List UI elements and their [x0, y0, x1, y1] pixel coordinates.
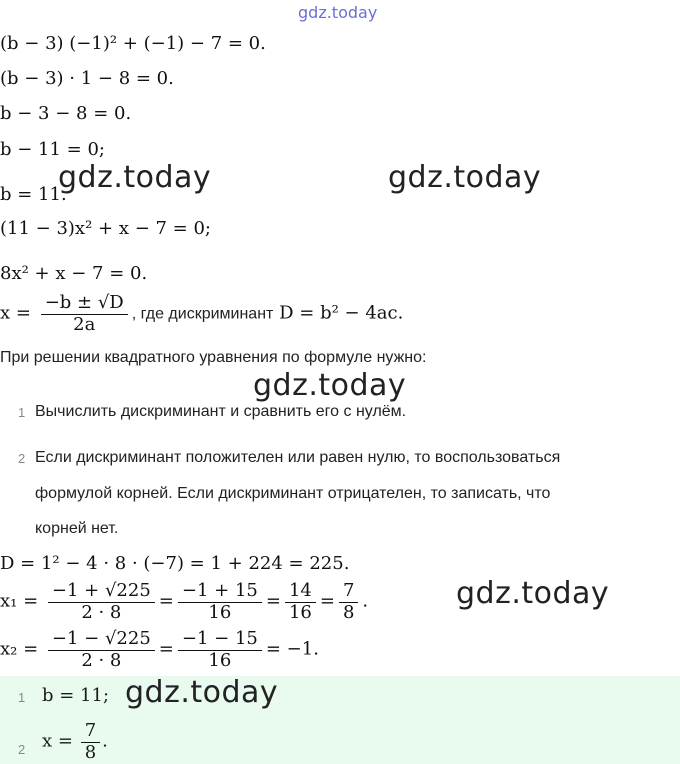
x2-fraction-1-num: −1 − √225 — [48, 628, 155, 651]
answer-2-end: . — [102, 730, 108, 752]
x1-lhs: x₁ = — [0, 590, 39, 612]
x1-fraction-3 — [285, 580, 316, 623]
equation-step-6: (11 − 3)x² + x − 7 = 0; — [0, 218, 211, 239]
x2-fraction-1-den: 2 · 8 — [81, 650, 122, 671]
formula-denominator: 2a — [73, 314, 96, 335]
x1-end: . — [362, 590, 369, 612]
watermark-2: gdz.today — [388, 160, 542, 195]
formula-lhs: x = — [0, 302, 31, 324]
x1-fraction-1 — [48, 580, 155, 623]
formula-numerator: −b ± √D — [41, 292, 128, 315]
equation-step-3: b − 3 − 8 = 0. — [0, 103, 132, 124]
list-item-1-number: 1 — [18, 405, 26, 420]
list-item-2-number: 2 — [18, 451, 26, 466]
intro-text: При решении квадратного уравнения по формуле нужно: — [0, 349, 427, 366]
x1-fraction-4-num: 7 — [339, 580, 358, 603]
x1-fraction-1-den: 2 · 8 — [81, 602, 122, 623]
answer-2-num: 7 — [81, 720, 100, 743]
list-item-2-line-2: формулой корней. Если дискриминант отрицателен, то записать, что — [35, 485, 551, 502]
x1-fraction-3-den: 16 — [288, 602, 312, 623]
root-x1: x₁ = $\frac{-1 + √225}{2 \cdot 8}$ = $\frac{-1 + 15}{16}$ = $\frac{14}{16}$ = $\frac{7}{8}$ . — [0, 580, 369, 623]
answer-block — [0, 676, 680, 764]
root-x2: x₂ = $\frac{-1 - √225}{2 \cdot 8}$ = $\frac{-1 - 15}{16}$ = −1. — [0, 628, 319, 671]
watermark-4: gdz.today — [456, 576, 610, 611]
x1-fraction-4-den: 8 — [342, 602, 355, 623]
answer-2-number: 2 — [18, 742, 26, 757]
list-item-1-text: Вычислить дискриминант и сравнить его с нулём. — [35, 403, 407, 420]
equation-step-5: b = 11. — [0, 184, 67, 205]
equation-step-7: 8x² + x − 7 = 0. — [0, 263, 148, 284]
watermark-1: gdz.today — [58, 160, 212, 195]
formula-discriminant: D = b² − 4ac. — [279, 302, 404, 324]
discriminant-calc: D = 1² − 4 · 8 · (−7) = 1 + 224 = 225. — [0, 553, 350, 574]
equation-step-2: (b − 3) · 1 − 8 = 0. — [0, 68, 174, 89]
roots-formula — [0, 292, 403, 340]
answer-1-text: b = 11; — [42, 685, 110, 706]
x2-fraction-2-num: −1 − 15 — [178, 628, 262, 651]
x1-fraction-1-num: −1 + √225 — [48, 580, 155, 603]
formula-text: , где дискриминант — [131, 305, 274, 323]
x2-fraction-2 — [178, 628, 262, 671]
x2-lhs: x₂ = — [0, 638, 39, 660]
answer-2-formula — [42, 720, 108, 764]
x1-fraction-2-num: −1 + 15 — [178, 580, 262, 603]
answer-1-number: 1 — [18, 690, 26, 705]
equation-step-4: b − 11 = 0; — [0, 139, 105, 160]
x2-fraction-1 — [48, 628, 155, 671]
list-item-2-line-1: Если дискриминант положителен или равен нулю, то воспользоваться — [35, 449, 561, 466]
formula-fraction — [41, 292, 128, 335]
x1-fraction-4 — [339, 580, 358, 623]
x1-fraction-3-num: 14 — [285, 580, 316, 603]
watermark-3: gdz.today — [253, 368, 407, 403]
answer-2-lhs: x = — [42, 730, 73, 752]
watermark-top: gdz.today — [298, 3, 378, 22]
equation-step-1: (b − 3) (−1)² + (−1) − 7 = 0. — [0, 33, 266, 54]
list-item-2-line-3: корней нет. — [35, 520, 119, 537]
x2-fraction-2-den: 16 — [208, 650, 232, 671]
answer-2-fraction — [81, 720, 100, 763]
answer-2-den: 8 — [84, 742, 97, 763]
watermark-5: gdz.today — [125, 675, 279, 710]
x1-fraction-2 — [178, 580, 262, 623]
x1-fraction-2-den: 16 — [208, 602, 232, 623]
x2-result: = −1. — [265, 638, 319, 660]
